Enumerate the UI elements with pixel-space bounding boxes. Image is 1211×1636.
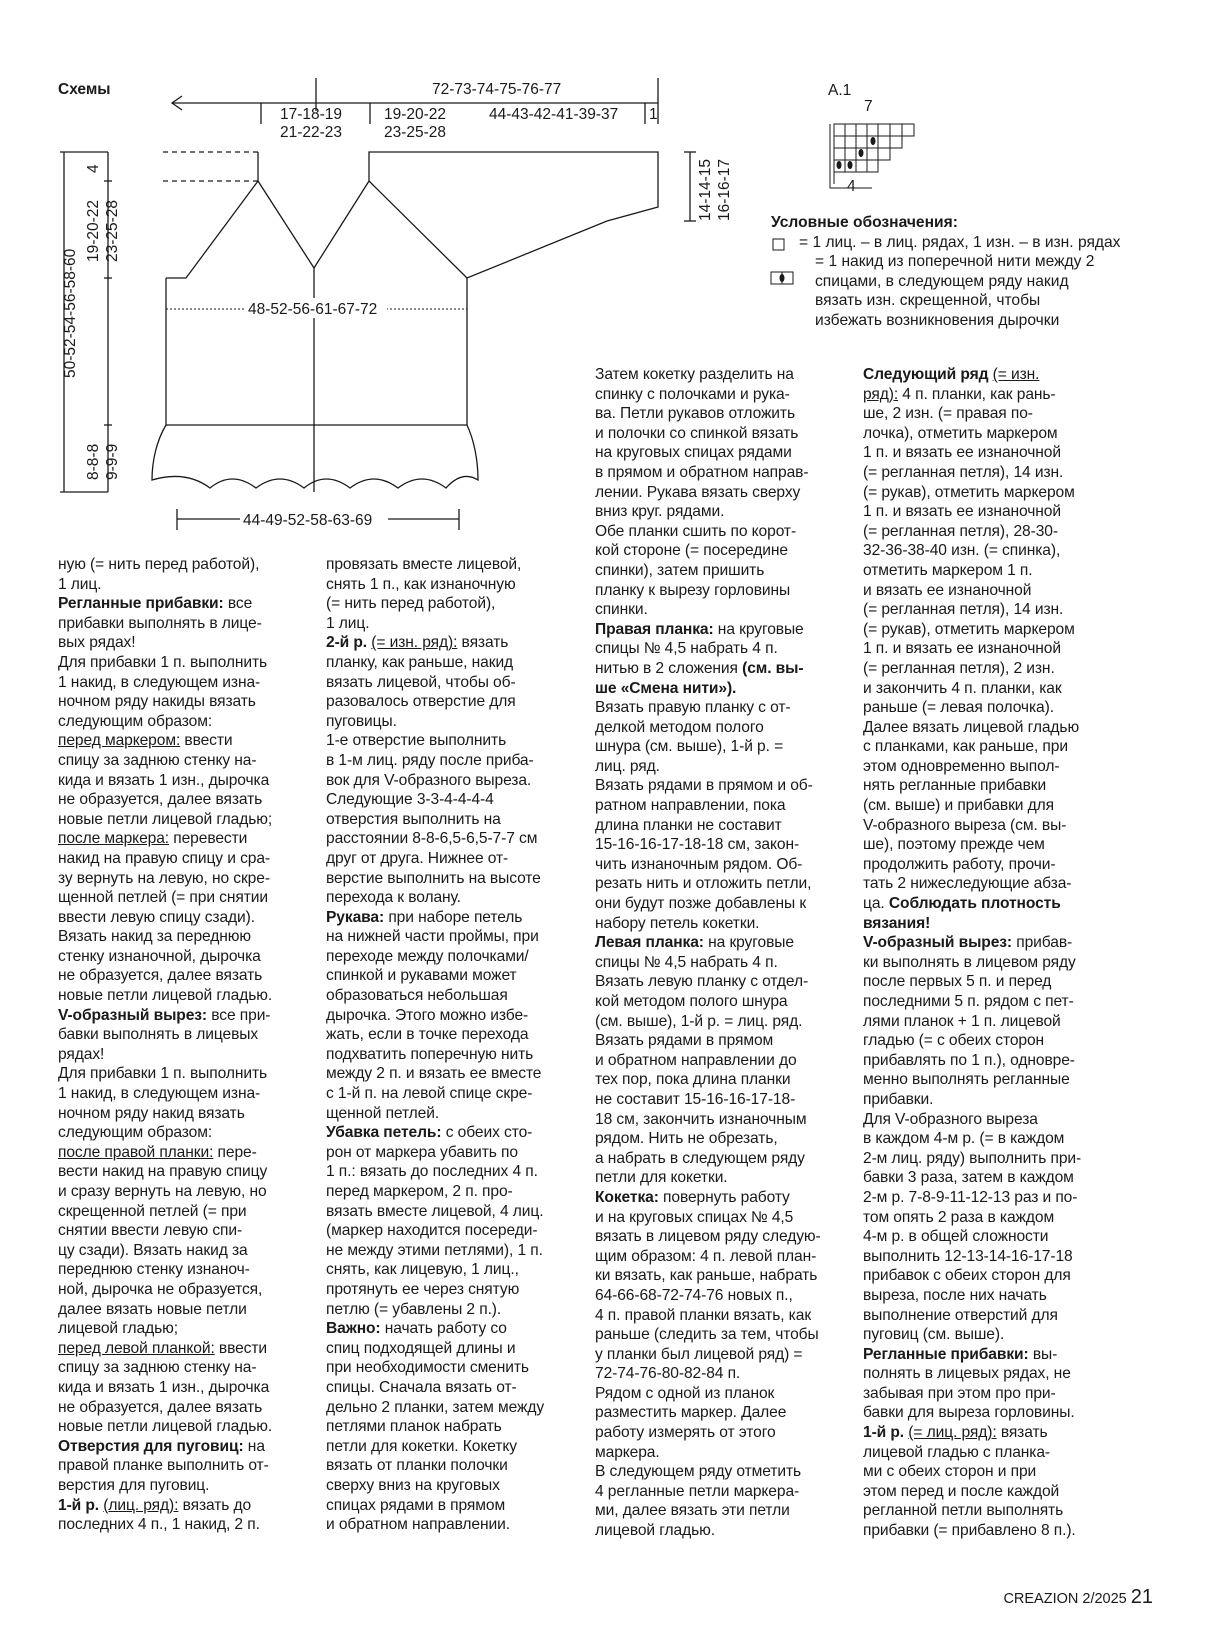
- legend-item-yarnover: = 1 накид из поперечной нити между 2 спицами, в следующем ряду накид вязать изн. скрещенной, чтобы избежать возникновения дырочки: [815, 253, 1095, 329]
- dim-sleeve-length: 44-43-42-41-39-37: [489, 106, 619, 123]
- text-column-3: Затем кокетку разделить на спинку с полочками и рука- ва. Петли рукавов отложить и полочки со спинкой вязать на круговых спицах рядами в прямом и обратном направ- лении. Рукава вязать сверху вниз круг. рядами. Обе планки сшить по корот- кой стороне (= посередине спинки), затем пришить планку к вырезу горловины спинки. Правая планка: на круговые спицы № 4,5 набрать 4 п. нитью в 2 сложения (см. вы- ше «Смена нити»). Вязать правую планку с от- делкой методом полого шнура (см. выше), 1-й р. = лиц. ряд. Вязать рядами в прямом и об- ратном направлении, пока длина планки не составит 15-16-16-17-18-18 см, закон- чить изнаночным рядом. Об- резать нить и отложить петли, они будут позже добавлены к набору петель кокетки. Левая планка: на круговые спицы № 4,5 набрать 4 п. Вязать левую планку с отдел- кой методом полого шнура (см. выше), 1-й р. = лиц. ряд. Вязать рядами в прямом и обратном направлении до тех пор, пока длина планки не составит 15-16-16-17-18- 18 см, закончить изнаночным рядом. Нить не обрезать, а набрать в следующем ряду петли для кокетки. Кокетка: повернуть работу и на круговых спицах № 4,5 вязать в лицевом ряду следую- щим образом: 4 п. левой план- ки вязать, как раньше, набрать 64-66-68-72-74-76 новых п., 4 п. правой планки вязать, как раньше (следить за тем, чтобы у планки был лицевой ряд) = 72-74-76-80-82-84 п. Рядом с одной из планок разместить маркер. Далее работу измерять от этого маркера. В следующем ряду отметить 4 регланные петли маркера- ми, далее вязать эти петли лицевой гладью.: [595, 366, 821, 1540]
- dim-total-width: 72-73-74-75-76-77: [432, 81, 562, 98]
- text-column-2: провязать вместе лицевой, снять 1 п., как изнаночную (= нить перед работой), 1 лиц. 2-й р. (= изн. ряд): вязать планку, как раньше, накид вязать лицевой, чтобы об- разовалось отверстие для пуговицы. 1-е отверстие выполнить в 1-м лиц. ряду после приба- вок для V-образного выреза. Следующие 3-3-4-4-4-4 отверстия выполнить на расстоянии 8-8-6,5-6,5-7-7 см друг от друга. Нижнее от- верстие выполнить на высоте перехода к волану. Рукава: при наборе петель на нижней части проймы, при переходе между полочками/ спинкой и рукавами может образоваться небольшая дырочка. Этого можно избе- жать, если в точке перехода подхватить поперечную нить между 2 п. и вязать ее вместе с 1-й п. на левой спице скре- щенной петлей. Убавка петель: с обеих сто- рон от маркера убавить по 1 п.: вязать до последних 4 п. перед маркером, 2 п. про- вязать вместе лицевой, 4 лиц. (маркер находится посереди- не между этими петлями), 1 п. снять, как лицевую, 1 лиц., протянуть ее через снятую петлю (= убавлены 2 п.). Важно: начать работу со спиц подходящей длины и при необходимости сменить спицы. Сначала вязать от- дельно 2 планки, затем между петлями планок набрать петли для кокетки. Кокетку вязать от планки полочки сверху вниз на круговых спицах рядами в прямом и обратном направлении.: [326, 556, 545, 1534]
- chart-bottom-count: 4: [847, 178, 856, 195]
- dim-front-neck-2: 23-25-28: [384, 124, 447, 141]
- dim-yoke-2: 23-25-28: [104, 199, 121, 262]
- schema-title: Схемы: [58, 81, 111, 98]
- dim-body-width: 48-52-56-61-67-72: [248, 301, 378, 318]
- dim-front-neck-1: 19-20-22: [384, 106, 447, 123]
- text-column-4: Следующий ряд (= изн. ряд): 4 п. планки, как рань- ше, 2 изн. (= правая по- лочка), отметить маркером 1 п. и вязать ее изнаночной (= регланная петля), 14 изн. (= рукав), отметить маркером 1 п. и вязать ее изнаночной (= регланная петля), 28-30- 32-36-38-40 изн. (= спинка), отметить маркером 1 п. и вязать ее изнаночной (= регланная петля), 14 изн. (= рукав), отметить маркером 1 п. и вязать ее изнаночной (= регланная петля), 2 изн. и закончить 4 п. планки, как раньше (= левая полочка). Далее вязать лицевой гладью с планками, как раньше, при этом одновременно выпол- нять регланные прибавки (см. выше) и прибавки для V-образного выреза (см. вы- ше), поэтому прежде чем продолжить работу, прочи- тать 2 нижеследующие абза- ца. Соблюдать плотность вязания! V-образный вырез: прибав- ки выполнять в лицевом ряду после первых 5 п. и перед последними 5 п. рядом с пет- лями планок + 1 п. лицевой гладью (= с обеих сторон прибавлять по 1 п.), одновре- менно выполнять регланные прибавки. Для V-образного выреза в каждом 4-м р. (= в каждом 2-м лиц. ряду) выполнить при- бавки 3 раза, затем в каждом 2-м р. 7-8-9-11-12-13 раз и по- том опять 2 раза в каждом 4-м р. в общей сложности выполнить 12-13-14-16-17-18 прибавок с обеих сторон для выреза, после них начать выполнение отверстий для пуговиц (см. выше). Регланные прибавки: вы- полнять в лицевых рядах, не забывая при этом про при- бавки для выреза горловины. 1-й р. (= лиц. ряд): вязать лицевой гладью с планка- ми с обеих сторон и при этом перед и после каждой регланной петли выполнять прибавки (= прибавлено 8 п.).: [863, 366, 1082, 1540]
- dim-shoulder-drop: 4: [85, 164, 102, 173]
- dim-cuff-2: 16-16-17: [716, 158, 733, 221]
- chart-top-count: 7: [864, 98, 873, 115]
- dim-sleeve-end: 1: [649, 106, 658, 123]
- dim-total-length: 50-52-54-56-58-60: [62, 248, 79, 378]
- dim-hem-width: 44-49-52-58-63-69: [243, 512, 373, 529]
- chart-title: A.1: [828, 82, 852, 99]
- legend: [771, 213, 1131, 331]
- magazine-issue: CREAZION 2/2025: [1003, 1591, 1127, 1607]
- dim-ruffle-1: 8-8-8: [85, 443, 102, 480]
- dim-back-neck-2: 21-22-23: [280, 124, 343, 141]
- stitch-chart-a1: [828, 82, 914, 195]
- text-column-1: ную (= нить перед работой), 1 лиц. Регланные прибавки: все прибавки выполнять в лице- вых рядах! Для прибавки 1 п. выполнить 1 накид, в следующем изна- ночном ряду накиды вязать следующим образом: перед маркером: ввести спицу за заднюю стенку на- кида и вязать 1 изн., дырочка не образуется, далее вязать новые петли лицевой гладью; после маркера: перевести накид на правую спицу и сра- зу вернуть на левую, но скре- щенной петлей (= при снятии ввести левую спицу сзади). Вязать накид за переднюю стенку изнаночной, дырочка не образуется, далее вязать новые петли лицевой гладью. V-образный вырез: все при- бавки выполнять в лицевых рядах! Для прибавки 1 п. выполнить 1 накид, в следующем изна- ночном ряду накид вязать следующим образом: после правой планки: пере- вести накид на правую спицу и сразу вернуть на левую, но скрещенной петлей (= при снятии ввести левую спи- цу сзади). Вязать накид за переднюю стенку изнаноч- ной, дырочка не образуется, далее вязать новые петли лицевой гладью; перед левой планкой: ввести спицу за заднюю стенку на- кида и вязать 1 изн., дырочка не образуется, далее вязать новые петли лицевой гладью. Отверстия для пуговиц: на правой планке выполнить от- верстия для пуговиц. 1-й р. (лиц. ряд): вязать до последних 4 п., 1 накид, 2 п.: [58, 556, 273, 1534]
- page-number: 21: [1130, 1586, 1153, 1608]
- dim-back-neck-1: 17-18-19: [280, 106, 343, 123]
- legend-item-knit: = 1 лиц. – в лиц. рядах, 1 изн. – в изн. рядах: [799, 233, 1121, 251]
- dim-cuff-1: 14-14-15: [697, 158, 714, 221]
- page-footer: [1003, 1586, 1153, 1609]
- dim-ruffle-2: 9-9-9: [104, 443, 121, 480]
- dim-yoke-1: 19-20-22: [85, 199, 102, 262]
- legend-title: Условные обозначения:: [771, 214, 958, 231]
